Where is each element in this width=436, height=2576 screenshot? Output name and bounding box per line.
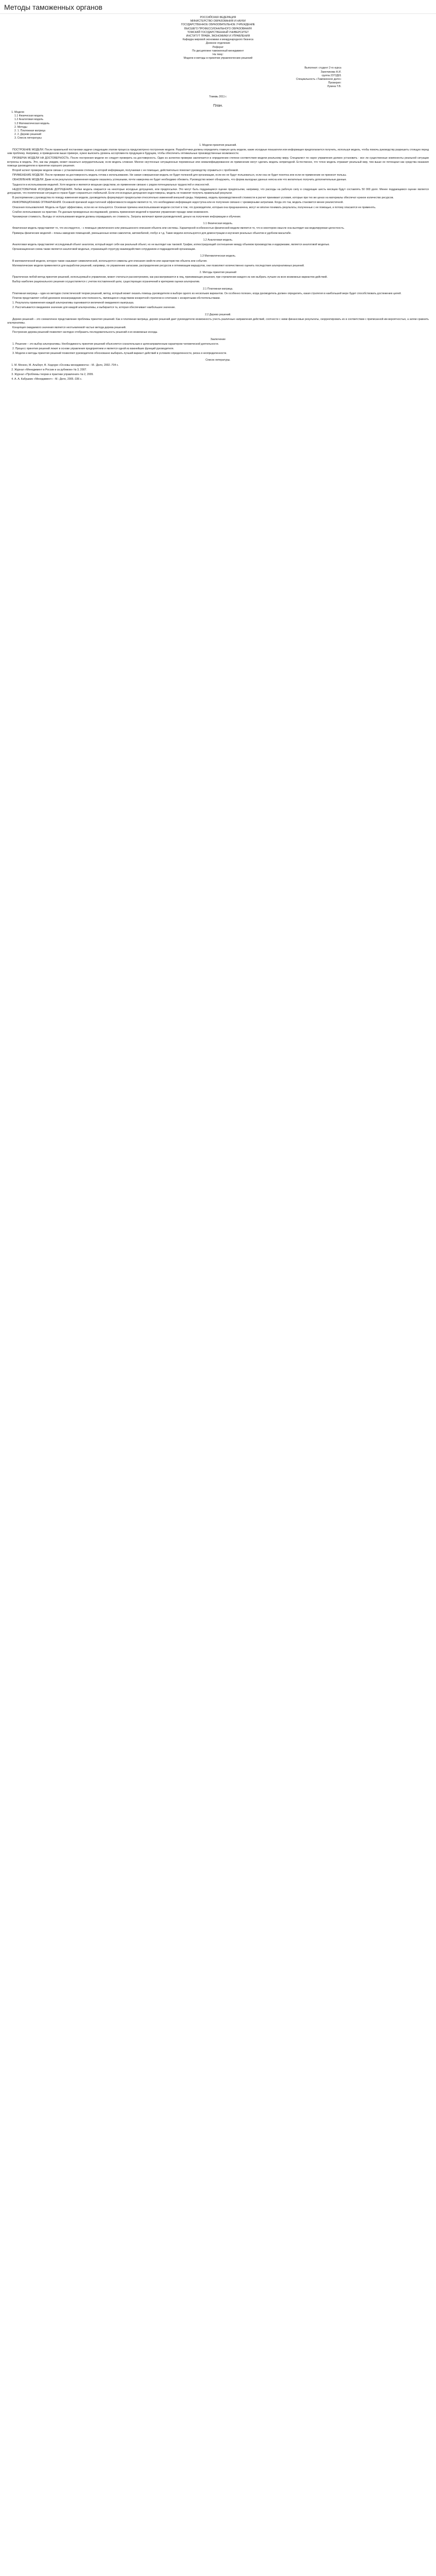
section-title: 2. Методы принятия решений xyxy=(199,270,237,274)
section-paragraph: 3. Модели и методы принятия решений позволяют руководителю обоснованно выбирать лучший вариант действий в условиях определенности, риска и неопределенности. xyxy=(12,352,227,355)
section-paragraph: 2. Рассчитывается ожидаемое значение для каждой альтернативы, и выбирается та, которая обеспечивает наибольшее значение. xyxy=(12,306,176,310)
plan-item: 3. Список литературы xyxy=(14,137,42,140)
title-line: РОССИЙСКАЯ ФЕДЕРАЦИЯ xyxy=(200,16,236,19)
section-paragraph: Чрезмерная стоимость. Выгоды от использования модели должны оправдывать ее стоимость. Затраты включают время руководителей, деньги на получение информации и обучение. xyxy=(12,215,241,218)
section-title: 1.1 Физическая модель. xyxy=(203,222,233,226)
city-year: Томкмь 2011 г. xyxy=(209,95,227,98)
section-paragraph: Аналоговая модель представляет исследуемый объект аналогом, который ведет себя как реальный объект, но не выглядит как таковой. График, иллюстрирующий соотношение между объемом производства и издержками, является аналоговой моделью. xyxy=(12,243,330,246)
section-paragraph: Физическая модель представляет то, что исследуется, - с помощью увеличенного или уменьшенного описания объекта или системы. Характерной особенностью физической модели является то, что в некотором смысле она выглядит как моделируемая целостность. xyxy=(12,227,345,230)
plan-item: 1.3 Математическая модель xyxy=(14,122,50,125)
reference-item: 4. А. А. Кабушкин «Менеджмент» - М.: Дело, 2005.-336 с. xyxy=(14,378,429,381)
plan-item: 2. 1. Платежная матрица xyxy=(14,129,46,133)
section-paragraph: 1. Результаты применения каждой альтернативы оцениваются величиной ожидаемого выигрыша. xyxy=(12,301,134,305)
author-line: Выполнил: студент 2-го курса xyxy=(304,66,341,70)
title-page xyxy=(7,16,429,60)
document-body xyxy=(0,14,436,393)
author-block xyxy=(7,66,429,89)
plan-item: 1.1 Физическая модель xyxy=(14,114,44,118)
title-line: Дневное отделение xyxy=(205,42,231,45)
title-line: МИНИСТЕРСТВО ОБРАЗОВАНИЯ И НАУКИ xyxy=(190,20,246,23)
title-line: ТОМСКИЙ ГОСУДАРСТВЕННЫЙ УНИВЕРСИТЕТ xyxy=(187,30,249,34)
author-line: Проверил: xyxy=(328,81,341,85)
title-line: Кафедра мировой экономики и международного бизнеса xyxy=(182,38,254,42)
author-line: группа 2372Д01 xyxy=(321,74,341,77)
title-line: Реферат xyxy=(212,45,224,49)
section-paragraph: НЕДОСТОВЕРНЫЕ ИСХОДНЫЕ ДОПУЩЕНИЯ. Любая модель опирается на некоторые исходные допущения, или предпосылки. Это могут быть поддающиеся оценке предпосылки, например, что расходы на рабочую силу в следующие шесть месяцев будут составлять 50 000 долл. Менее поддающимся оценке является допущение, что политическая ситуация в стране будет сохраняться стабильной. Если эти исходные допущения недостоверны, модель не позволит получить правильный результат. xyxy=(7,188,429,195)
plan-item: 1.2 Аналоговая модель xyxy=(14,118,44,122)
section-paragraph: В математической модели, которую также называют символической, используются символы для описания свойств или характеристик объекта или события. xyxy=(12,259,207,263)
section-paragraph: Слабое использование на практике. По данным проведенных исследований, уровень применения моделей в практике управления гораздо ниже возможного. xyxy=(12,210,209,214)
section-paragraph: ОБНОВЛЕНИЕ МОДЕЛИ. Даже если результаты применения модели оказались успешными, почти наверняка ее будет необходимо обновить. Руководство может обнаружить, что форма выходных данных неясна или что желательно получить дополнительные данные. xyxy=(12,178,347,182)
title-line: ВЫСШЕГО ПРОФЕССИОНАЛЬНОГО ОБРАЗОВАНИЯ xyxy=(184,27,252,30)
plan-item: 2. Методы xyxy=(14,125,27,129)
plan-title: План. xyxy=(213,104,223,108)
plan-list xyxy=(7,111,429,141)
author-line: Специальность «Таможенное дело» xyxy=(296,78,341,81)
plan-item: 2. 2. Дерево решений xyxy=(14,133,42,137)
author-line: Заинчикова Н.И. xyxy=(321,70,341,74)
plan-item: 1. Модели xyxy=(14,111,429,114)
section-paragraph: 2. Процесс принятия решений лежит в основе управления предприятием и является одной из важнейших функций руководителя. xyxy=(12,347,175,351)
author-line: Лукина Т.В. xyxy=(327,85,341,89)
section-paragraph: Концепция ожидаемого значения является неотъемлемой частью метода дерева решений. xyxy=(12,326,127,330)
section-title: 1. Модели принятия решений. xyxy=(199,143,237,147)
section-title: Заключение xyxy=(210,337,226,341)
section-paragraph: ПРИМЕНЕНИЕ МОДЕЛИ. После проверки на достоверность модель готова к использованию. Ни самая совершенная модель не будет полезной для организации, если ею не будут пользоваться, если она не будет понятна или если ее применение не принесет пользы. xyxy=(12,174,347,177)
section-paragraph: В распоряжении у руководства по поводу изменения модели, руководитель формулирует предпосылки относительно изменений внешней среды. Например, модель производственной стоимости в расчет принимает условия, которые при тех же ценах на материалы обеспечат нужное количество ресурсов. xyxy=(12,196,394,200)
section-paragraph: Выбор наиболее рационального решения осуществляется с учетом поставленной цели, существующих ограничений и критериев оценки альтернатив. xyxy=(12,280,200,284)
references-title: Список литературы. xyxy=(205,359,231,362)
section-title: 1.3 Математическая модель. xyxy=(200,255,236,258)
reference-item: 1. М. Мескон, М. Альберт, Ф. Хедоури «Основы менеджмента» - М.: Дело, 2002.-704 с. xyxy=(14,364,429,367)
section-paragraph: ПОСТРОЕНИЕ МОДЕЛИ. После правильной постановки задачи следующим этапом процесса предусмотрено построение модели. Разработчики должны определить главную цель модели, какие исходные показатели или информация предполагается получить, используя модель, чтобы помочь руководству разрешить стоящую перед ним проблему. Например, в приведенном выше примере, нужно выяснить уровень ассортимента продукции в будущем, чтобы обеспечить оптимальные производственные возможности. xyxy=(7,148,429,156)
section-paragraph: 1. Решение – это выбор альтернативы. Необходимость принятия решений объясняется сознательным и целенаправленным характером человеческой деятельности. xyxy=(12,342,219,346)
section-paragraph: Практически любой метод принятия решений, используемый в управлении, может считаться рассмотрением, как рассматриваются в лиц, принимающих решения, при стремлении каждого из них выбрать лучшее из всех возможных вариантов действий. xyxy=(12,276,328,279)
section-paragraph: Платежная матрица – один из методов статистической теории решений, метод, который может оказать помощь руководителю в выборе одного из нескольких вариантов. Он особенно полезен, когда руководитель должен определить, какая стратегия в наибольшей мере будет способствовать достижению целей. xyxy=(12,292,402,295)
references-list xyxy=(7,364,429,382)
reference-item: 3. Журнал «Проблемы теории и практики управления» № 2, 2009. xyxy=(14,373,429,377)
section-paragraph: Дерево решений – это схематичное представление проблемы принятия решений. Как и платежная матрица, дерево решений дает руководителю возможность учесть различные направления действий, соотнести с ними финансовые результаты, скорректировать их в соответствии с приписанной им вероятностью, а затем сравнить альтернативы. xyxy=(7,317,429,325)
title-line: Модели и методы в принятии управленческих решений xyxy=(183,57,253,60)
section-paragraph: ПРОВЕРКА МОДЕЛИ НА ДОСТОВЕРНОСТЬ. После построения модели ее следует проверить на достоверность. Один из аспектов проверки заключается в определении степени соответствия модели реальному миру. Специалист по науке управления должен установить - все ли существенные компоненты реальной ситуации встроены в модель. Это, как мы увидим, может оказаться затруднительным, если модель сложная. Многие неучтенные ситуационные переменные или неквалифицированное их применение могут сделать модель непригодной. Естественно, что точно модель отражает реальный мир, тем выше ее потенциал как средства оказания помощи руководителю в принятии хорошего решения. xyxy=(7,157,429,167)
section-title: 2.1 Платежная матрица. xyxy=(203,287,233,291)
page-title: Методы таможенных органов xyxy=(0,0,436,14)
reference-item: 2. Журнал «Менеджмент в России и за рубежом» № 3, 2007. xyxy=(14,368,429,372)
section-paragraph: Организационная схема также является аналоговой моделью, отражающей структуру взаимодействия сотрудников и подразделений организации. xyxy=(12,248,196,251)
title-line: На тему: xyxy=(213,53,223,57)
section-paragraph: Трудности в использовании моделей. Хотя модели и являются мощным средством, их применение связано с рядом потенциальных трудностей и опасностей. xyxy=(12,183,210,187)
section-paragraph: Примеры физических моделей – планы заводских помещений, уменьшенные копии самолетов, автомобилей, глобус и т.д. Такие модели используются для демонстрации и изучения реальных объектов в удобном масштабе. xyxy=(12,231,292,235)
sections-container xyxy=(7,144,429,356)
section-paragraph: Опасения пользователей. Модель не будет эффективна, если ею не пользуются. Основная причина неиспользования модели состоит в том, что руководители, которым она предназначена, могут не вполне понимать результаты, полученные с ее помощью, и потому опасаются ее применять. xyxy=(12,206,376,209)
section-title: 1.2 Аналоговая модель. xyxy=(203,238,233,242)
section-title: 2.2 Дерево решений. xyxy=(205,313,231,316)
title-line: По дисциплине таможенный менеджмент xyxy=(192,49,244,53)
title-line: ГОСУДАРСТВЕННОЕ ОБРАЗОВАТЕЛЬНОЕ УЧРЕЖДЕНИЕ xyxy=(181,23,255,27)
section-paragraph: Математические модели применяются для выработки решений, например, по управлению запасами, распределению ресурсов и оптимизации маршрутов, они позволяют количественно оценить последствия альтернативных решений. xyxy=(12,264,305,267)
section-paragraph: Платеж представляет собой денежное вознаграждение или полезность, являющиеся следствием конкретной стратегии в сочетании с конкретными обстоятельствами. xyxy=(12,296,221,300)
section-paragraph: ИНФОРМАЦИОННЫЕ ОГРАНИЧЕНИЯ. Основной причиной недостаточной эффективности модели является то, что необходимая информация недоступна или ее получение связано с чрезмерными затратами. Когда это так, модель становится менее реалистичной. xyxy=(12,201,344,205)
title-line: ИНСТИТУТ ПРАВА, ЭКОНОМИКИ И УПРАВЛЕНИЯ xyxy=(186,35,250,38)
section-paragraph: Второй аспект проверки модели связан с установлением степени, в которой информация, получаемая с ее помощью, действительно помогает руководству справиться с проблемой. xyxy=(12,168,239,172)
section-paragraph: Построение дерева решений позволяет наглядно отобразить последовательность решений и их возможные исходы. xyxy=(12,331,158,334)
